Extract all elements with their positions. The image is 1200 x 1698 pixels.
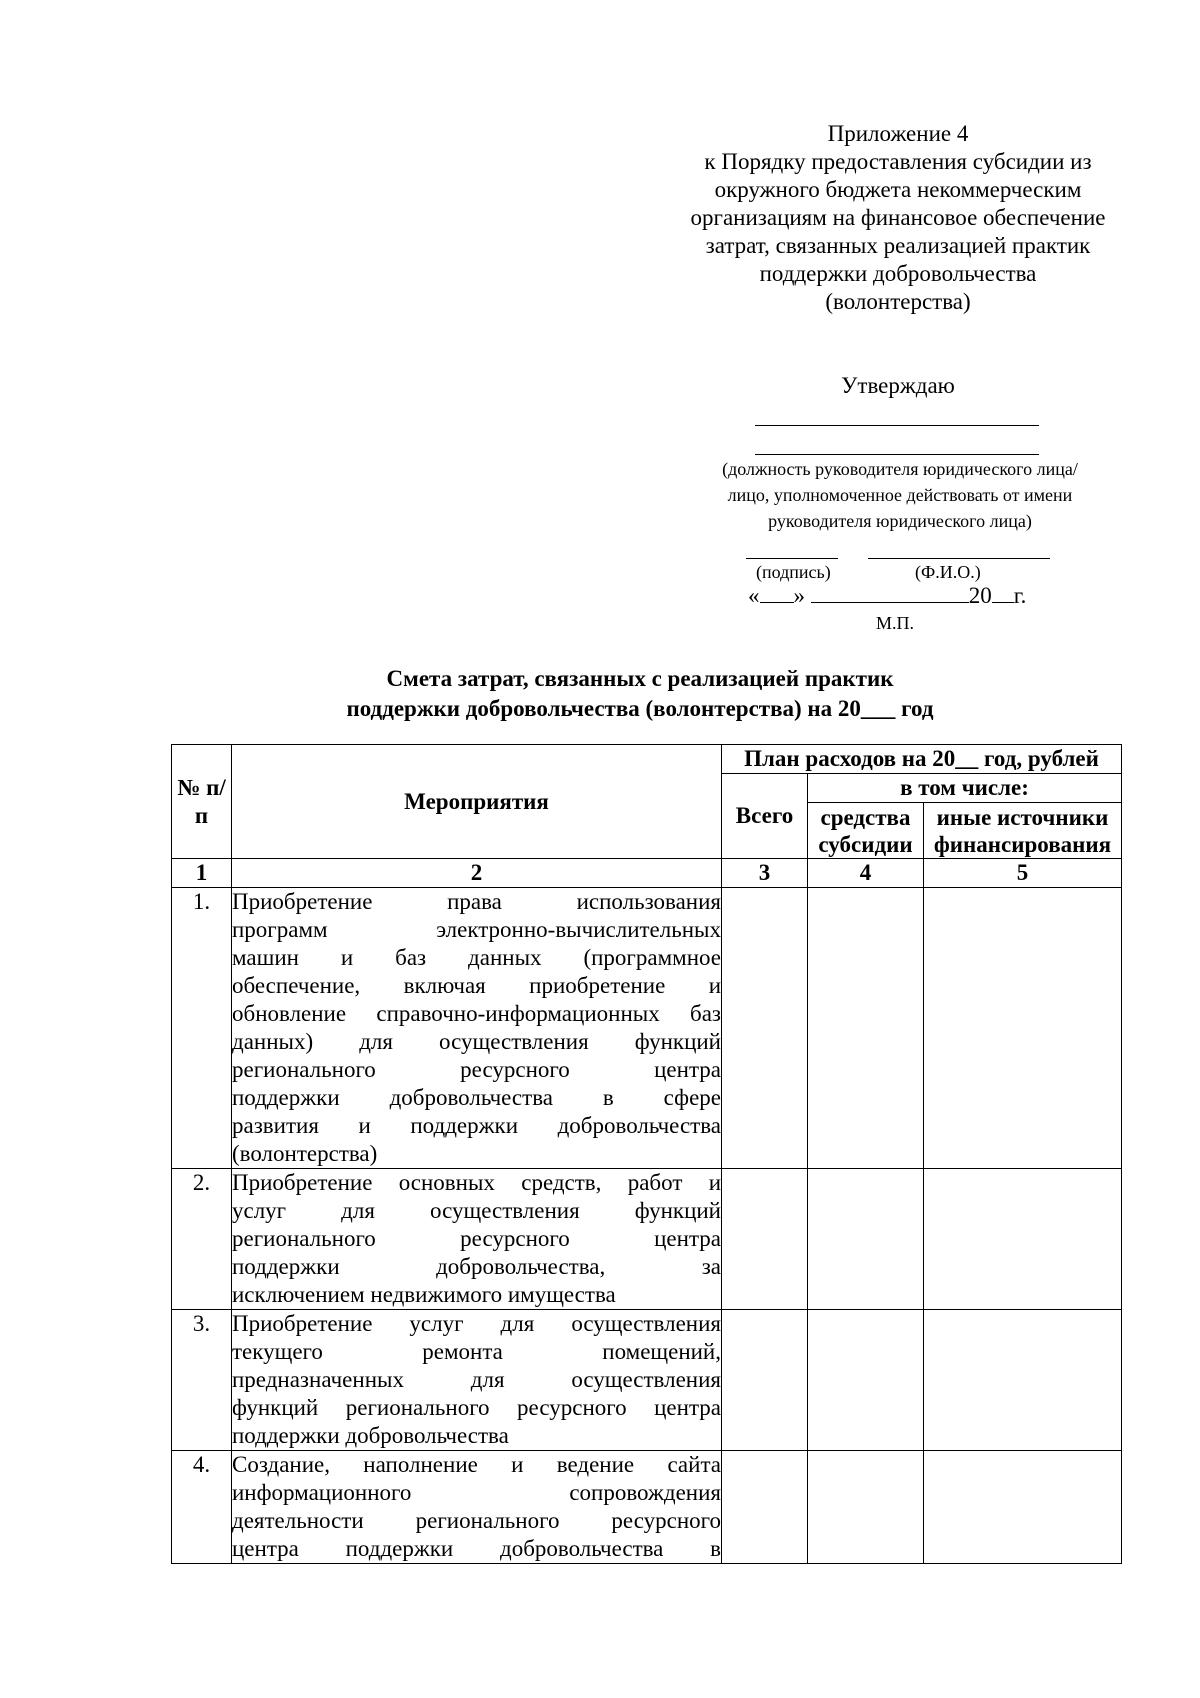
description-line: Приобретение основных средств, работ и bbox=[232, 1170, 721, 1195]
description-line: поддержки добровольчества, за bbox=[232, 1254, 721, 1279]
approval-position-line bbox=[755, 454, 1039, 455]
header-plan: План расходов на 20__ год, рублей bbox=[722, 745, 1122, 774]
table-row bbox=[172, 1451, 1122, 1564]
total-cell[interactable] bbox=[722, 1169, 808, 1310]
description-line: деятельности регионального ресурсного bbox=[232, 1508, 721, 1533]
header-including: в том числе: bbox=[808, 774, 1122, 803]
annex-line: (волонтерства) bbox=[825, 289, 971, 314]
description-line: данных) для осуществления функций bbox=[232, 1029, 721, 1054]
activity-description bbox=[232, 1451, 722, 1564]
description-line: предназначенных для осуществления bbox=[232, 1367, 721, 1392]
column-number-row bbox=[172, 859, 1122, 888]
description-line: программ электронно-вычислительных bbox=[232, 917, 721, 942]
date-open-quote: « bbox=[748, 583, 760, 608]
stamp-label: М.П. bbox=[876, 613, 915, 633]
annex-line: поддержки добровольчества bbox=[759, 261, 1037, 286]
position-note-line: лицо, уполномоченное действовать от имени bbox=[727, 485, 1073, 505]
annex-header bbox=[668, 120, 1128, 316]
activity-description bbox=[232, 888, 722, 1169]
approval-position-line bbox=[755, 425, 1039, 426]
column-number: 2 bbox=[232, 859, 722, 888]
row-number: 1. bbox=[172, 888, 232, 1169]
signature-line bbox=[746, 558, 838, 559]
description-line: исключением недвижимого имущества bbox=[232, 1282, 616, 1307]
subsidy-cell[interactable] bbox=[808, 888, 924, 1169]
month-blank bbox=[811, 582, 969, 603]
table-row bbox=[172, 1310, 1122, 1451]
approval-title: Утверждаю bbox=[841, 373, 955, 398]
header-activities: Мероприятия bbox=[232, 745, 722, 859]
date-row bbox=[748, 582, 1026, 610]
description-line: услуг для осуществления функций bbox=[232, 1198, 721, 1223]
column-number: 1 bbox=[172, 859, 232, 888]
row-number: 3. bbox=[172, 1310, 232, 1451]
title-line-1: Смета затрат, связанных с реализацией практик bbox=[386, 666, 894, 691]
signature-label: (подпись) bbox=[756, 562, 831, 582]
total-cell[interactable] bbox=[722, 888, 808, 1169]
description-line: Приобретение услуг для осуществления bbox=[232, 1311, 721, 1336]
row-number: 2. bbox=[172, 1169, 232, 1310]
description-line: обеспечение, включая приобретение и bbox=[232, 973, 721, 998]
name-label: (Ф.И.О.) bbox=[915, 562, 981, 582]
column-number: 4 bbox=[808, 859, 924, 888]
total-cell[interactable] bbox=[722, 1310, 808, 1451]
row-number: 4. bbox=[172, 1451, 232, 1564]
description-line: обновление справочно-информационных баз bbox=[232, 1001, 721, 1026]
annex-line: Приложение 4 bbox=[827, 121, 969, 146]
estimate-table bbox=[171, 744, 1122, 1564]
header-subsidy: средства субсидии bbox=[808, 803, 924, 859]
annex-line: к Порядку предоставления субсидии из bbox=[704, 149, 1092, 174]
subsidy-cell[interactable] bbox=[808, 1169, 924, 1310]
annex-line: окружного бюджета некоммерческим bbox=[714, 177, 1082, 202]
year-blank bbox=[992, 582, 1014, 603]
column-number: 3 bbox=[722, 859, 808, 888]
activity-description bbox=[232, 1310, 722, 1451]
description-line: Приобретение права использования bbox=[232, 889, 721, 914]
column-number: 5 bbox=[924, 859, 1122, 888]
total-cell[interactable] bbox=[722, 1451, 808, 1564]
title-line-2: поддержки добровольчества (волонтерства) на 20___ год bbox=[346, 696, 934, 721]
description-line: Создание, наполнение и ведение сайта bbox=[232, 1452, 721, 1477]
date-year: 20 bbox=[968, 583, 992, 608]
other-sources-cell[interactable] bbox=[924, 1310, 1122, 1451]
position-note-line: (должность руководителя юридического лица/ bbox=[722, 459, 1078, 479]
description-line: (волонтерства) bbox=[232, 1141, 378, 1166]
description-line: центра поддержки добровольчества в bbox=[232, 1536, 721, 1561]
table-row bbox=[172, 1169, 1122, 1310]
position-note-line: руководителя юридического лица) bbox=[768, 511, 1032, 531]
document-title bbox=[160, 664, 1120, 724]
description-line: текущего ремонта помещений, bbox=[232, 1339, 721, 1364]
description-line: развития и поддержки добровольчества bbox=[232, 1113, 721, 1138]
subsidy-cell[interactable] bbox=[808, 1451, 924, 1564]
date-close-quote: » bbox=[793, 583, 805, 608]
description-line: поддержки добровольчества bbox=[232, 1423, 509, 1448]
description-line: информационного сопровождения bbox=[232, 1480, 721, 1505]
annex-line: затрат, связанных реализацией практик bbox=[705, 233, 1091, 258]
date-suffix: г. bbox=[1013, 583, 1027, 608]
description-line: машин и баз данных (программное bbox=[232, 945, 721, 970]
annex-line: организациям на финансовое обеспечение bbox=[690, 205, 1106, 230]
subsidy-cell[interactable] bbox=[808, 1310, 924, 1451]
other-sources-cell[interactable] bbox=[924, 1451, 1122, 1564]
header-other-sources: иные источники финансирования bbox=[924, 803, 1122, 859]
header-total: Всего bbox=[722, 774, 808, 859]
activity-description bbox=[232, 1169, 722, 1310]
day-blank bbox=[760, 582, 794, 603]
other-sources-cell[interactable] bbox=[924, 1169, 1122, 1310]
other-sources-cell[interactable] bbox=[924, 888, 1122, 1169]
header-num: № п/п bbox=[172, 745, 232, 859]
description-line: регионального ресурсного центра bbox=[232, 1226, 721, 1251]
description-line: регионального ресурсного центра bbox=[232, 1057, 721, 1082]
description-line: поддержки добровольчества в сфере bbox=[232, 1085, 721, 1110]
description-line: функций регионального ресурсного центра bbox=[232, 1395, 721, 1420]
position-note bbox=[680, 456, 1120, 534]
table-row bbox=[172, 888, 1122, 1169]
name-line bbox=[868, 558, 1050, 559]
